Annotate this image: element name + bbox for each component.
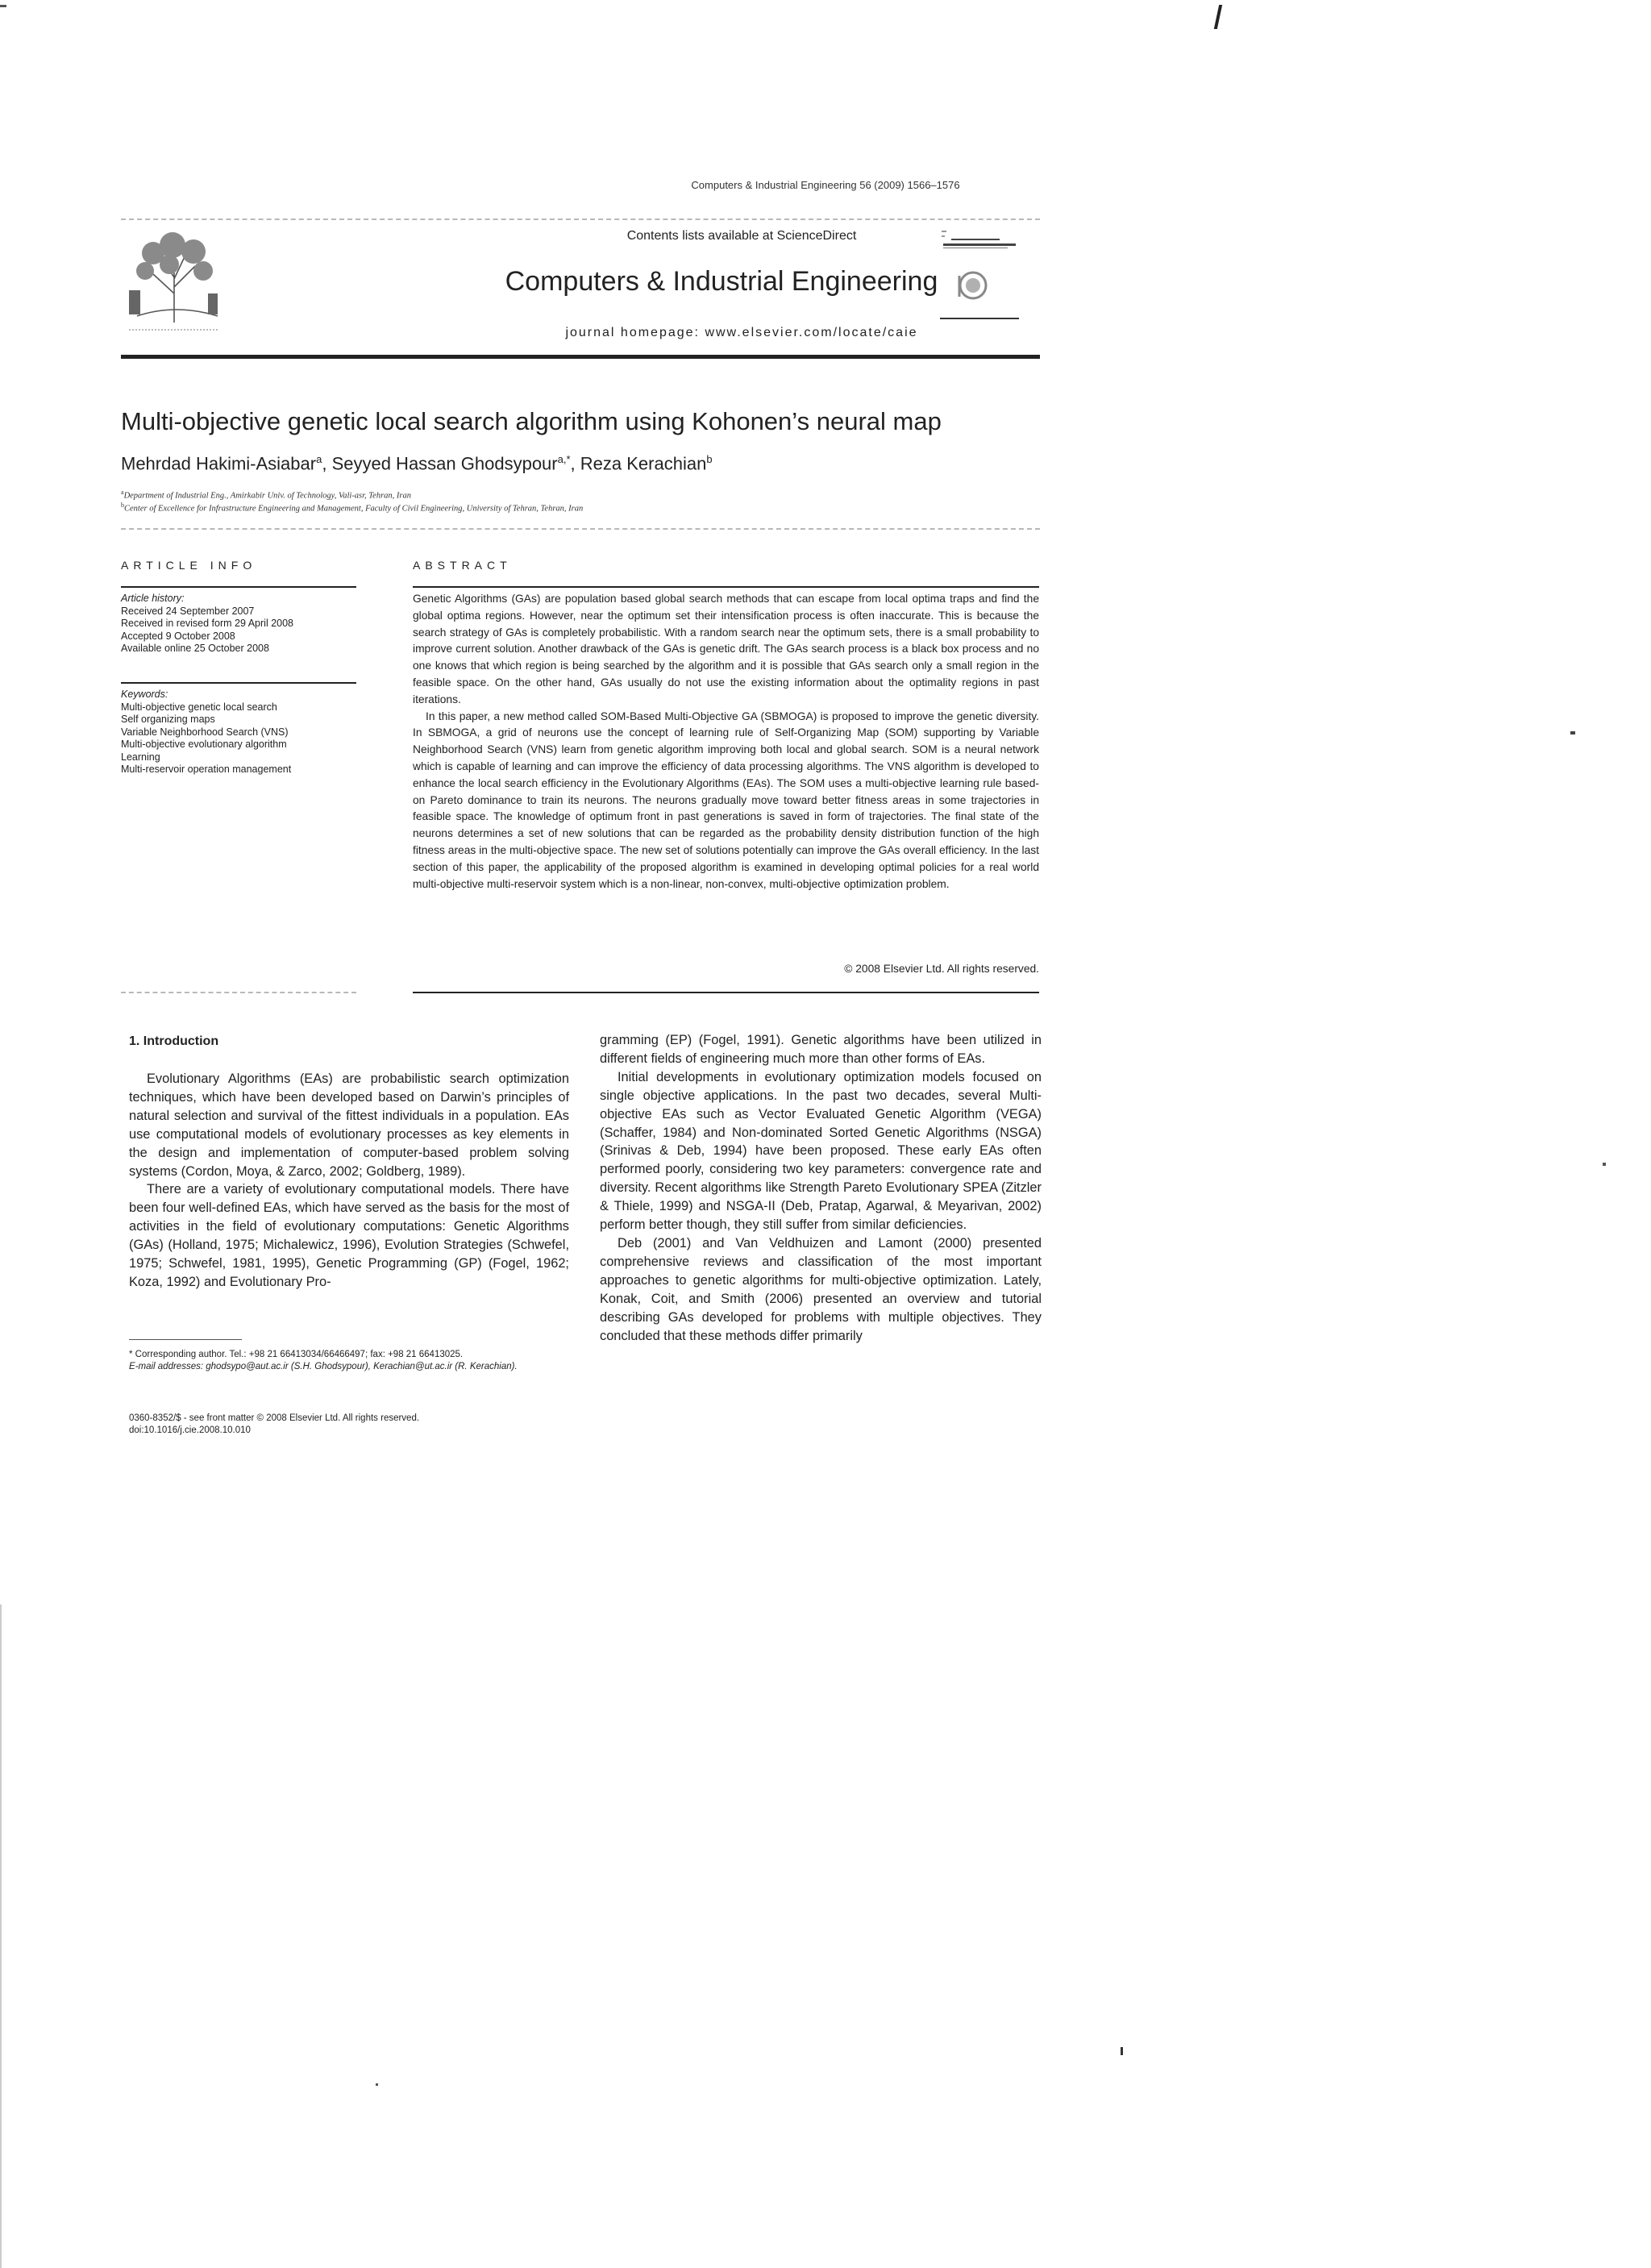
elsevier-logo: [121, 229, 230, 326]
issn-line: 0360-8352/$ - see front matter © 2008 Elsevier Ltd. All rights reserved.: [129, 1413, 420, 1423]
keyword: Learning: [121, 751, 160, 763]
affiliation-b: [121, 501, 583, 514]
abstract-body: [413, 591, 1039, 893]
contents-line: Contents lists available at ScienceDirect: [626, 229, 857, 243]
abstract-paragraph: In this paper, a new method called SOM-Based Multi-Objective GA (SBMOGA) is proposed to improve the genetic diversity. In SBMOGA, a grid of neurons use the concept of learning rule of Self-Organizing Map (SOM) supporting by Variable Neighborhood Search (VNS) learn from genetic algorithm improving both local and global search. SOM is a neural network which is capable of learning and can improve the efficiency of data processing algorithms. The VNS algorithm is developed to enhance the local search efficiency in the Evolutionary Algorithms (EAs). The SOM uses a multi-objective learning rule based-on Pareto dominance to train its neurons. The neurons gradually move toward better fitness areas in some trajectories in feasible space. The knowledge of optimum front in past generations is saved in form of trajectories. The final state of the neurons determines a set of new solutions that can be regarded as the probability density distribution function of the high fitness areas in the multi-objective space. The new set of solutions potentially can improve the GAs overall efficiency. In the last section of this paper, the applicability of the proposed algorithm is examined in developing optimal policies for a real world multi-objective multi-reservoir system which is a non-linear, non-convex, multi-objective optimization problem.: [413, 710, 1039, 890]
affiliation-text: Center of Excellence for Infrastructure Engineering and Management, Faculty of Civil Engineering, University of Tehran, Tehran, Iran: [124, 504, 584, 514]
history-item: Accepted 9 October 2008: [121, 630, 235, 642]
article-history: [121, 593, 363, 655]
body-paragraph: Evolutionary Algorithms (EAs) are probabilistic search optimization techniques, which have been developed based on Darwin’s principles of natural selection and survival of the fittest individuals in a population. EAs use computational models of evolutionary processes as key elements in the design and implementation of computer-based problem solving systems (Cordon, Moya, & Zarco, 2002; Goldberg, 1989).: [129, 1072, 569, 1179]
author-list: [121, 453, 713, 474]
journal-homepage: journal homepage: www.elsevier.com/locate/caie: [565, 326, 918, 339]
corresponding-author-footnote: [129, 1349, 569, 1373]
affiliation-marker: a: [121, 489, 124, 496]
author-affiliation-marker: a: [316, 453, 322, 465]
scan-speck: [1121, 2047, 1123, 2055]
journal-title: Computers & Industrial Engineering: [505, 266, 938, 297]
abstract-bottom-rule: [413, 992, 1039, 993]
info-bottom-dashed-rule: [121, 992, 356, 993]
scan-speck: [376, 2083, 378, 2086]
body-column-right: [600, 1031, 1042, 1345]
doi-line: doi:10.1016/j.cie.2008.10.010: [129, 1425, 251, 1435]
scan-mark-top-right: [1214, 5, 1222, 29]
copyright-line: © 2008 Elsevier Ltd. All rights reserved.: [844, 963, 1039, 975]
article-title: Multi-objective genetic local search algorithm using Kohonen’s neural map: [121, 407, 942, 435]
scan-speck: [1603, 1163, 1606, 1166]
abstract-heading: ABSTRACT: [413, 559, 512, 572]
keywords-block: [121, 689, 363, 776]
keyword: Multi-objective genetic local search: [121, 701, 277, 713]
history-item: Received 24 September 2007: [121, 605, 255, 617]
footnote-line: E-mail addresses: ghodsypo@aut.ac.ir (S.H. Ghodsypour), Kerachian@ut.ac.ir (R. Kerachian).: [129, 1362, 518, 1371]
body-paragraph: Initial developments in evolutionary optimization models focused on single objective applications. In the past two decades, several Multi-objective EAs such as Vector Evaluated Genetic Algorithm (VEGA) (Schaffer, 1984) and Non-dominated Sorted Genetic Algorithms (NSGA) (Srinivas & Deb, 1994) have been proposed. These early EAs often performed poorly, considering two key parameters: convergence rate and diversity. Recent algorithms like Strength Pareto Evolutionary SPEA (Zitzler & Thiele, 1999) and NSGA-II (Deb, Pratap, Agarwal, & Meyarivan, 2002) perform better though, they still suffer from similar deficiencies.: [600, 1069, 1042, 1233]
body-paragraph: Deb (2001) and Van Veldhuizen and Lamont (2000) presented comprehensive reviews and classification of the most important approaches to genetic algorithms for multi-objective optimization. Lately, Konak, Coit, and Smith (2006) presented an overview and tutorial describing GAs developed for problems with multiple objectives. They concluded that these methods differ primarily: [600, 1235, 1042, 1343]
footnote-rule: [129, 1339, 242, 1340]
body-paragraph: There are a variety of evolutionary computational models. There have been four well-defined EAs, which have served as the basis for the most of activities in the field of evolutionary computations: Genetic Algorithms (GAs) (Holland, 1975; Michalewicz, 1996), Evolution Strategies (Schwefel, 1975; Schwefel, 1981, 1995), Genetic Programming (GP) (Fogel, 1962; Koza, 1992) and Evolutionary Pro-: [129, 1182, 569, 1289]
article-info-heading: ARTICLE INFO: [121, 559, 257, 572]
history-rule: [121, 682, 356, 684]
author-affiliation-marker: b: [706, 453, 713, 465]
scan-mark-top-left: [0, 5, 6, 7]
history-item: Available online 25 October 2008: [121, 643, 269, 654]
keywords-label: Keywords:: [121, 689, 168, 700]
abstract-paragraph: Genetic Algorithms (GAs) are population based global search methods that can escape from local optima traps and find the global optima regions. However, near the optimum set their intensification process is often inaccurate. This is because the search strategy of GAs is completely probabilistic. With a random search near the optimum sets, there is a small probability to improve current solution. Another drawback of the GAs is genetic drift. The GAs search process is a black box process and no one knows that which region is being searched by the algorithm and it is possible that GAs search only a small region in the feasible space. On the other hand, GAs usually do not use the existing information about the optimality regions in past iterations.: [413, 593, 1039, 705]
affiliation-text: Department of Industrial Eng., Amirkabir Univ. of Technology, Vali-asr, Tehran, Iran: [123, 491, 411, 501]
body-column-left: [129, 1070, 569, 1292]
affiliation-a: [121, 489, 411, 501]
author-name: Reza Kerachian: [580, 453, 707, 474]
header-bottom-rule: [121, 355, 1040, 359]
author-name: Seyyed Hassan Ghodsypour: [331, 453, 558, 474]
scan-speck: [1570, 731, 1575, 734]
history-item: Received in revised form 29 April 2008: [121, 618, 294, 629]
journal-cover-thumbnail: [935, 227, 1024, 324]
keyword: Variable Neighborhood Search (VNS): [121, 726, 289, 738]
footnote-line: * Corresponding author. Tel.: +98 21 66413034/66466497; fax: +98 21 66413025.: [129, 1350, 464, 1359]
abstract-top-rule: [413, 586, 1039, 588]
journal-citation: Computers & Industrial Engineering 56 (2009) 1566–1576: [691, 179, 960, 191]
logo-caption: [129, 329, 218, 335]
article-info-rule: [121, 586, 356, 588]
keyword: Multi-objective evolutionary algorithm: [121, 739, 287, 750]
author-separator: ,: [322, 453, 332, 474]
body-paragraph: gramming (EP) (Fogel, 1991). Genetic algorithms have been utilized in different fields of engineering much more than other forms of EAs.: [600, 1033, 1042, 1066]
author-name: Mehrdad Hakimi-Asiabar: [121, 453, 317, 474]
title-bottom-dashed-rule: [121, 528, 1040, 530]
header-top-dashed-rule: [121, 218, 1040, 220]
author-affiliation-marker: a,*: [557, 453, 571, 465]
history-label: Article history:: [121, 593, 185, 604]
affiliation-marker: b: [121, 501, 124, 509]
section-heading-introduction: 1. Introduction: [129, 1034, 219, 1048]
keyword: Multi-reservoir operation management: [121, 764, 292, 775]
issn-doi-block: [129, 1413, 569, 1437]
scan-mark-left-edge: [0, 1604, 2, 2268]
author-separator: ,: [570, 453, 580, 474]
keyword: Self organizing maps: [121, 714, 215, 725]
